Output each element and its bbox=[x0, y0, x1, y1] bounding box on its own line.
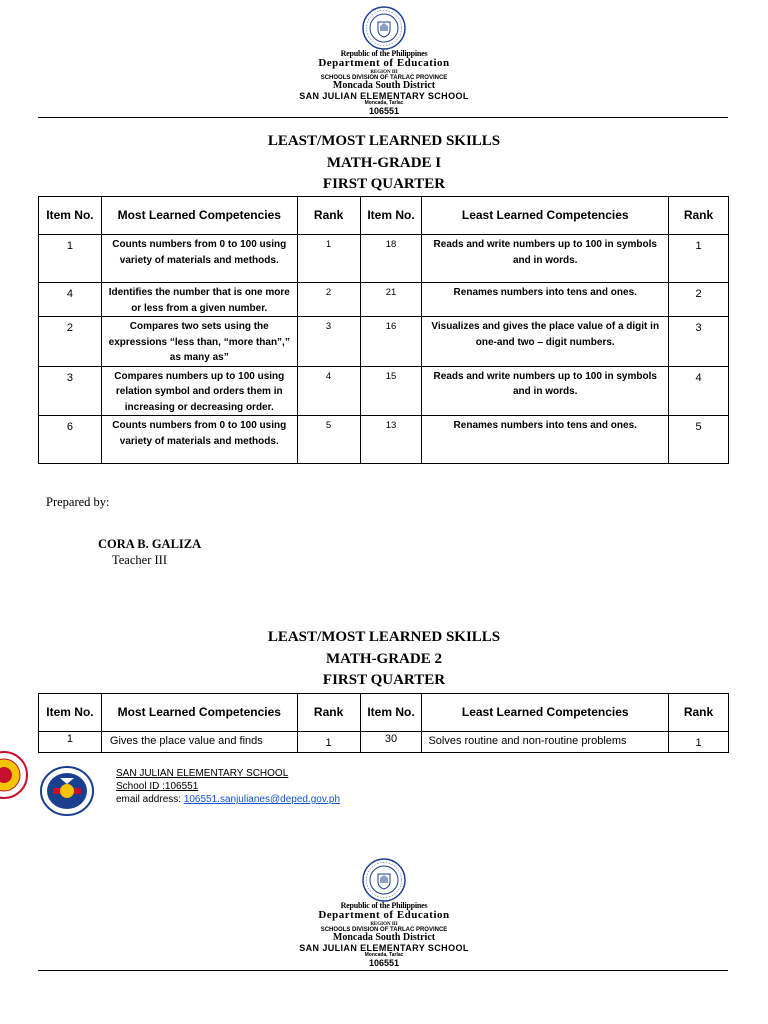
item-no: 4 bbox=[39, 283, 102, 317]
rank: 5 bbox=[297, 416, 360, 464]
department-line: Department of Education bbox=[318, 909, 450, 922]
rank: 4 bbox=[297, 366, 360, 416]
section2-title-1: LEAST/MOST LEARNED SKILLS bbox=[267, 629, 501, 645]
rank-2: 3 bbox=[669, 317, 729, 367]
rank: 1 bbox=[297, 732, 360, 753]
section2-title-3: FIRST QUARTER bbox=[322, 672, 446, 688]
school-id-line: 106551 bbox=[368, 957, 400, 968]
region-line: REGION III bbox=[370, 69, 398, 75]
section1-title-1: LEAST/MOST LEARNED SKILLS bbox=[267, 133, 501, 149]
item-no-2: 15 bbox=[360, 366, 422, 416]
header-rule-bottom bbox=[38, 970, 728, 971]
deped-seal-icon bbox=[362, 858, 406, 902]
department-line: Department of Education bbox=[318, 57, 450, 70]
email-label: email address: bbox=[116, 794, 184, 805]
item-no-2: 30 bbox=[360, 732, 422, 753]
section2-title-2: MATH-GRADE 2 bbox=[326, 650, 442, 667]
table-header-row bbox=[39, 694, 729, 732]
section1-title-3: FIRST QUARTER bbox=[322, 176, 446, 192]
col-item-no-2: Item No. bbox=[360, 197, 422, 235]
least-competency: Renames numbers into tens and ones. bbox=[422, 283, 669, 317]
least-competency: Renames numbers into tens and ones. bbox=[422, 416, 669, 464]
col-item-no: Item No. bbox=[39, 197, 102, 235]
most-competency: Compares numbers up to 100 using relation symbol and orders them in increasing or decreasing order. bbox=[101, 366, 297, 416]
school-line: SAN JULIAN ELEMENTARY SCHOOL bbox=[299, 942, 469, 953]
most-competency: Counts numbers from 0 to 100 using variety of materials and methods. bbox=[101, 416, 297, 464]
item-no-2: 21 bbox=[360, 283, 422, 317]
table-row bbox=[39, 416, 729, 464]
col-most-learned: Most Learned Competencies bbox=[101, 694, 297, 732]
town-line: Moncada, Tarlac bbox=[364, 952, 404, 959]
school-seal-icon bbox=[40, 766, 94, 816]
rank-2: 2 bbox=[669, 283, 729, 317]
col-item-no: Item No. bbox=[39, 694, 102, 732]
section2-titles bbox=[0, 627, 768, 692]
least-competency: Solves routine and non-routine problems bbox=[422, 732, 669, 753]
republic-line: Republic of the Philippines bbox=[340, 49, 428, 58]
most-competency: Identifies the number that is one more or less from a given number. bbox=[101, 283, 297, 317]
item-no: 2 bbox=[39, 317, 102, 367]
table-row bbox=[39, 317, 729, 367]
item-no-2: 13 bbox=[360, 416, 422, 464]
item-no: 3 bbox=[39, 366, 102, 416]
region-line: REGION III bbox=[370, 921, 398, 927]
item-no: 6 bbox=[39, 416, 102, 464]
section1-table bbox=[38, 196, 729, 464]
col-rank: Rank bbox=[297, 197, 360, 235]
footer-school-name: SAN JULIAN ELEMENTARY SCHOOL bbox=[116, 768, 289, 779]
rank-2: 1 bbox=[669, 732, 729, 753]
rank: 3 bbox=[297, 317, 360, 367]
col-least-learned: Least Learned Competencies bbox=[422, 694, 669, 732]
table-row bbox=[39, 283, 729, 317]
footer-email-row bbox=[116, 793, 340, 806]
col-item-no-2: Item No. bbox=[360, 694, 422, 732]
col-rank-2: Rank bbox=[669, 197, 729, 235]
least-competency: Reads and write numbers up to 100 in symbols and in words. bbox=[422, 235, 669, 283]
col-most-learned: Most Learned Competencies bbox=[101, 197, 297, 235]
least-competency: Visualizes and gives the place value of a digit in one-and two – digit numbers. bbox=[422, 317, 669, 367]
section1-titles bbox=[0, 131, 768, 196]
section2-table bbox=[38, 693, 729, 753]
preparer-name: CORA B. GALIZA bbox=[98, 537, 202, 551]
school-id-line: 106551 bbox=[368, 105, 400, 116]
rank: 2 bbox=[297, 283, 360, 317]
item-no: 1 bbox=[39, 732, 102, 753]
most-competency: Counts numbers from 0 to 100 using variety of materials and methods. bbox=[101, 235, 297, 283]
letterhead-bottom bbox=[0, 858, 768, 968]
prepared-by-label: Prepared by: bbox=[46, 495, 110, 509]
email-link[interactable]: 106551.sanjulianes@deped.gov.ph bbox=[183, 794, 341, 805]
district-line: Moncada South District bbox=[332, 932, 436, 944]
rank: 1 bbox=[297, 235, 360, 283]
table-header-row bbox=[39, 197, 729, 235]
republic-line: Republic of the Philippines bbox=[340, 901, 428, 910]
letterhead-top bbox=[0, 6, 768, 116]
rank-2: 4 bbox=[669, 366, 729, 416]
section1-title-2: MATH-GRADE I bbox=[326, 154, 442, 171]
division-line: SCHOOLS DIVISION OF TARLAC PROVINCE bbox=[320, 75, 448, 82]
least-competency: Reads and write numbers up to 100 in symbols and in words. bbox=[422, 366, 669, 416]
most-competency: Compares two sets using the expressions “less than, “more than”,” as many as” bbox=[101, 317, 297, 367]
item-no-2: 16 bbox=[360, 317, 422, 367]
most-competency: Gives the place value and finds bbox=[101, 732, 297, 753]
town-line: Moncada, Tarlac bbox=[364, 100, 404, 107]
rank-2: 5 bbox=[669, 416, 729, 464]
col-rank: Rank bbox=[297, 694, 360, 732]
rank-2: 1 bbox=[669, 235, 729, 283]
table-row bbox=[39, 366, 729, 416]
table-row bbox=[39, 732, 729, 753]
item-no: 1 bbox=[39, 235, 102, 283]
school-line: SAN JULIAN ELEMENTARY SCHOOL bbox=[299, 90, 469, 101]
table-row bbox=[39, 235, 729, 283]
col-least-learned: Least Learned Competencies bbox=[422, 197, 669, 235]
division-seal-icon bbox=[0, 751, 28, 799]
footer-contact bbox=[116, 767, 340, 806]
district-line: Moncada South District bbox=[332, 80, 436, 92]
division-line: SCHOOLS DIVISION OF TARLAC PROVINCE bbox=[320, 927, 448, 934]
preparer-position: Teacher III bbox=[112, 553, 167, 567]
footer-school-id: School ID :106551 bbox=[116, 781, 199, 792]
header-rule-top bbox=[38, 117, 728, 118]
col-rank-2: Rank bbox=[669, 694, 729, 732]
item-no-2: 18 bbox=[360, 235, 422, 283]
deped-seal-icon bbox=[362, 6, 406, 50]
